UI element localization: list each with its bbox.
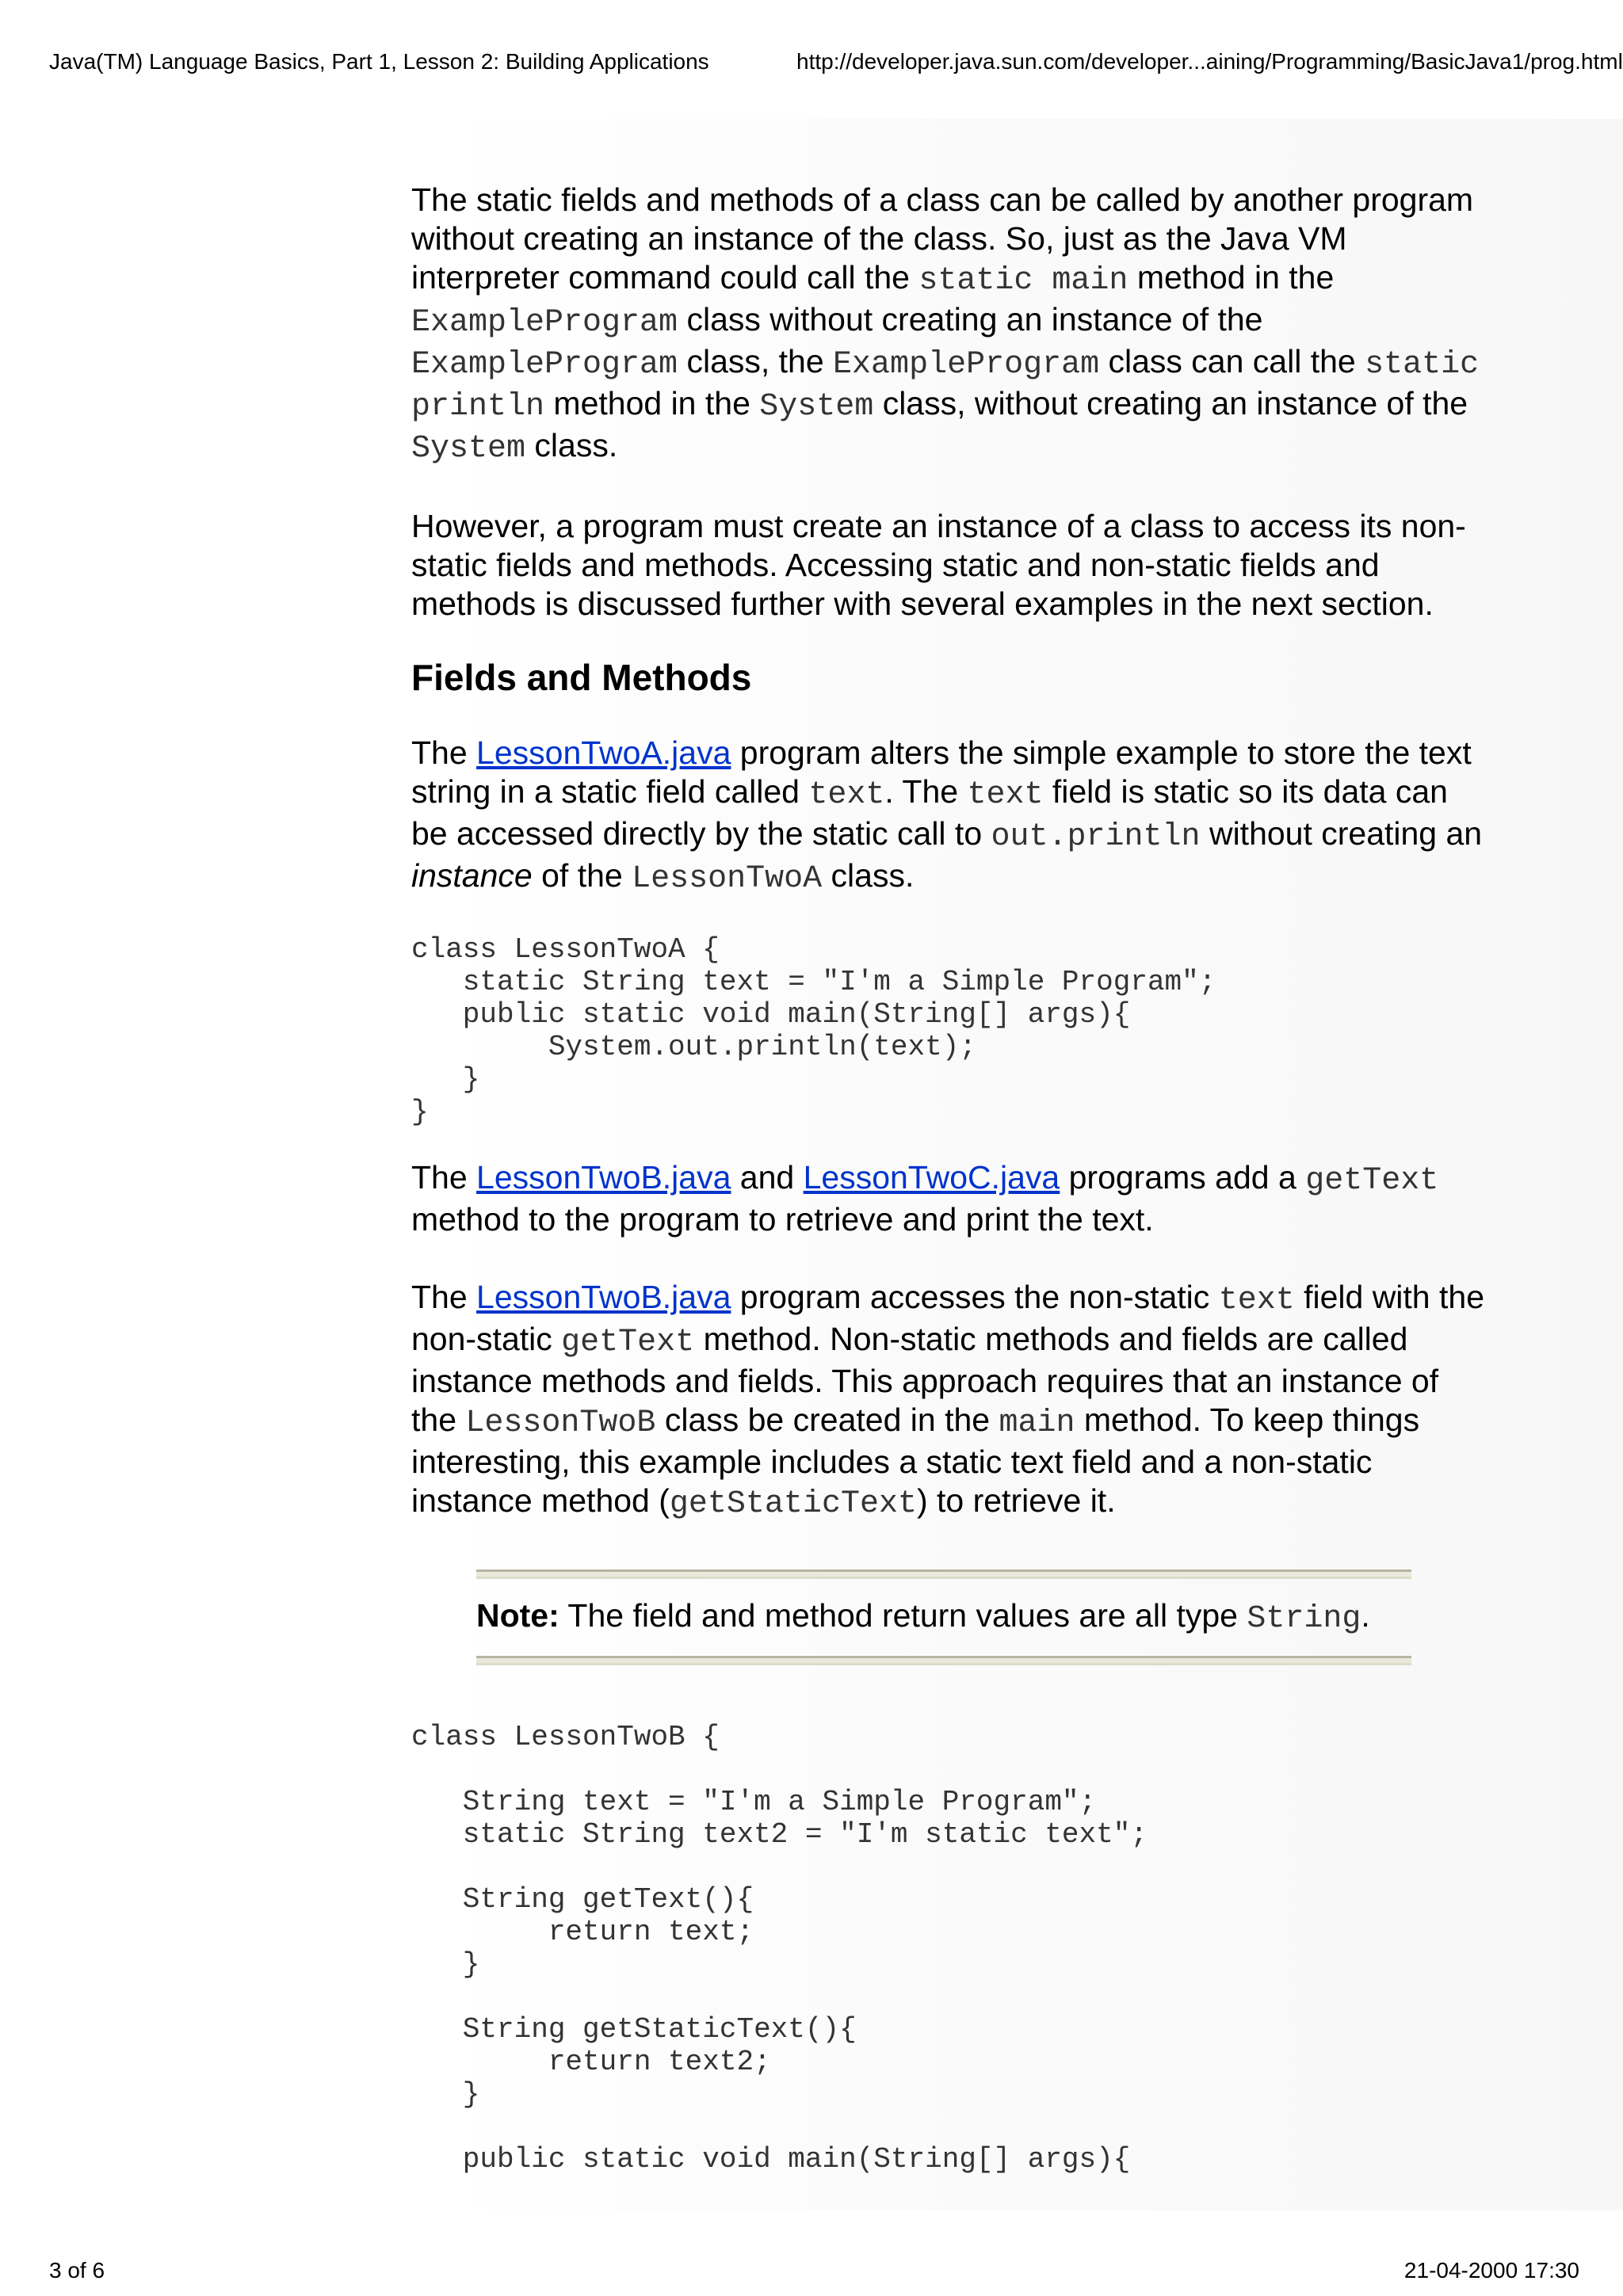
text: . [1361, 1597, 1370, 1634]
code-block-lessontwob: class LessonTwoB { String text = "I'm a Simple Program"; static String text2 = "I'm static text"; String getText(){ return text; } String getStaticText(){ return text2; } public static void main(String[] args){ [411, 1721, 1148, 2176]
inline-code: getStaticText [669, 1486, 917, 1522]
text: class, without creating an instance of the [873, 385, 1468, 421]
inline-code: String [1247, 1601, 1361, 1637]
text: class can call the [1099, 343, 1365, 379]
inline-code: ExampleProgram [833, 347, 1100, 383]
text: field with the non-static [411, 1279, 1484, 1357]
print-header-url: http://developer.java.sun.com/developer...aining/Programming/BasicJava1/prog.html [796, 49, 1623, 74]
text: The static fields and methods of a class can be called by another program without creating an instance of the class. So, just as the Java VM interpreter command could call the [411, 181, 1474, 296]
inline-code: LessonTwoA [632, 861, 823, 897]
inline-code: ExampleProgram [411, 347, 678, 383]
text: method. To keep things interesting, this example includes a static text field and a non-static instance method ( [411, 1402, 1420, 1519]
inline-code: text [1218, 1283, 1295, 1318]
print-footer-datetime: 21-04-2000 17:30 [1403, 2258, 1579, 2283]
code-block-lessontwoa: class LessonTwoA { static String text = "I'm a Simple Program"; public static void main(String[] args){ System.out.println(text); } } [411, 933, 1216, 1128]
inline-code: ExampleProgram [411, 305, 678, 341]
text: class be created in the [655, 1402, 999, 1438]
text: without creating an [1200, 815, 1483, 852]
note-text [476, 1579, 1411, 1656]
text: class, the [678, 343, 834, 379]
inline-code: System [759, 389, 874, 425]
text: class without creating an instance of the [678, 301, 1263, 338]
link-lessontwob[interactable]: LessonTwoB.java [476, 1159, 731, 1196]
note-bottom-rule [476, 1656, 1411, 1665]
text: field is static so its data can be accessed directly by the static call to [411, 773, 1448, 852]
section-heading: Fields and Methods [411, 657, 752, 698]
inline-code: main [999, 1405, 1075, 1441]
emphasis: instance [411, 857, 533, 894]
link-lessontwoc[interactable]: LessonTwoC.java [803, 1159, 1060, 1196]
paragraph-instance-members: However, a program must create an instance of a class to access its non-static fields and methods. Accessing static and non-static fields and methods is discussed further with several examples in the next section. [411, 508, 1466, 622]
note-box [476, 1569, 1411, 1665]
inline-code: System [411, 431, 526, 467]
text: The [411, 734, 477, 771]
inline-code: static println [411, 347, 1480, 425]
print-header-title: Java(TM) Language Basics, Part 1, Lesson 2: Building Applications [49, 49, 709, 74]
text: programs add a [1060, 1159, 1306, 1196]
text: program accesses the non-static [731, 1279, 1219, 1315]
text: class. [525, 427, 618, 463]
text: The [411, 1279, 477, 1315]
print-footer-page: 3 of 6 [49, 2258, 105, 2283]
text: method in the [544, 385, 760, 421]
paragraph-lessontwob [411, 1278, 1489, 1524]
text: The field and method return values are all type [559, 1597, 1247, 1634]
text: ) to retrieve it. [916, 1482, 1116, 1519]
link-lessontwob-2[interactable]: LessonTwoB.java [476, 1279, 731, 1315]
link-lessontwoa[interactable]: LessonTwoA.java [476, 734, 731, 771]
text: class. [822, 857, 915, 894]
paragraph-static-members [411, 181, 1489, 468]
text: program alters the simple example to store the text string in a static field called [411, 734, 1472, 810]
inline-code: out.println [991, 819, 1201, 855]
text: . The [884, 773, 968, 810]
inline-code: static main [918, 263, 1128, 299]
inline-code: LessonTwoB [465, 1405, 656, 1441]
text: of the [532, 857, 632, 894]
text: method in the [1128, 259, 1335, 296]
text: The [411, 1159, 477, 1196]
text: method. Non-static methods and fields are called instance methods and fields. This approach requires that an instance of the [411, 1321, 1439, 1438]
note-top-rule [476, 1569, 1411, 1579]
inline-code: text [967, 777, 1044, 813]
text: method to the program to retrieve and print the text. [411, 1201, 1154, 1238]
paragraph-lessontwoa [411, 734, 1489, 898]
inline-code: getText [561, 1325, 695, 1360]
text: and [731, 1159, 804, 1196]
note-label: Note: [476, 1597, 559, 1634]
inline-code: getText [1305, 1163, 1439, 1199]
article-body [411, 181, 1489, 2176]
inline-code: text [808, 777, 885, 813]
paragraph-gettext [411, 1158, 1489, 1239]
